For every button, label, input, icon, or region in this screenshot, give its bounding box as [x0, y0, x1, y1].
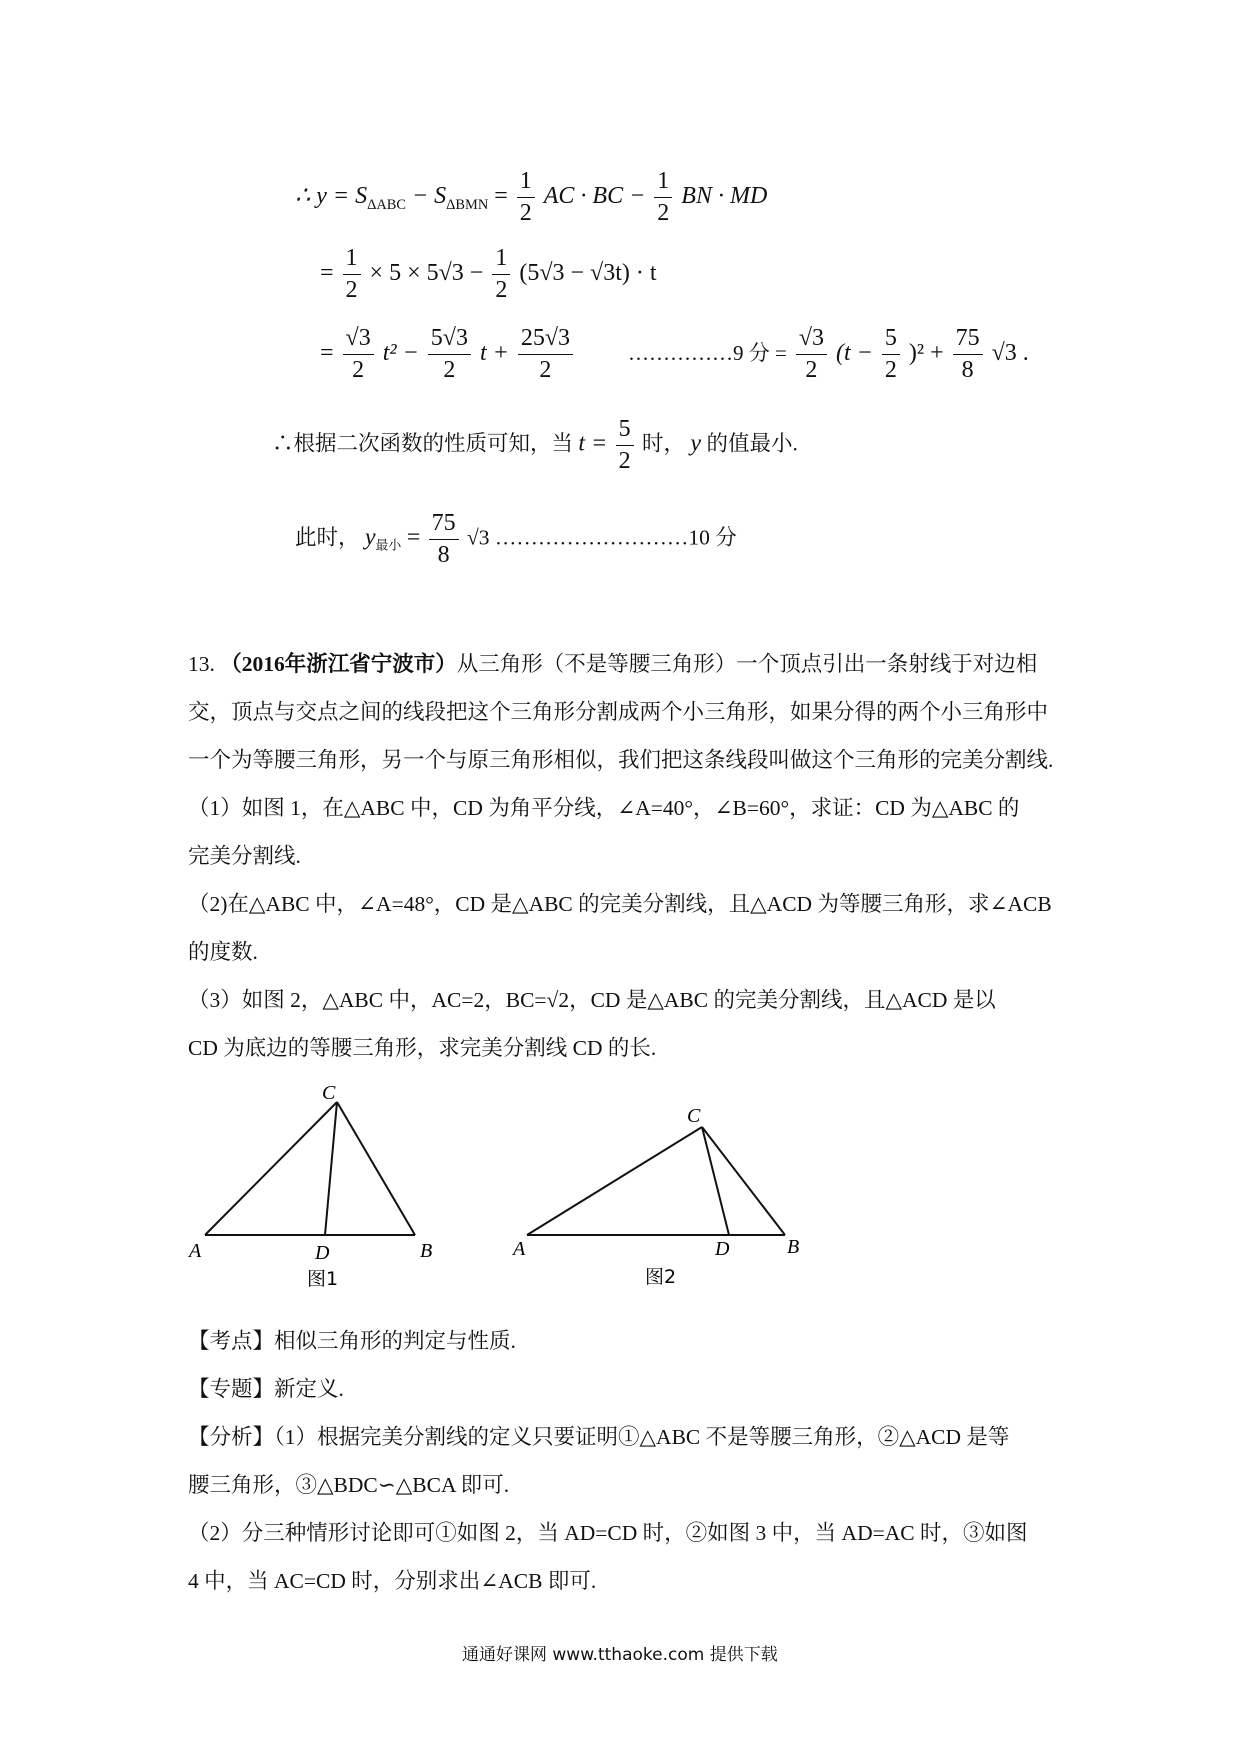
fig1-side-ac: [205, 1102, 337, 1235]
subscript-bmn: ΔBMN: [446, 196, 489, 213]
term-bn-md: BN · MD: [681, 183, 768, 210]
therefore-y: ∴ y = S: [295, 183, 368, 210]
problem-line-8: （3）如图 2，△ABC 中，AC=2，BC=√2，CD 是△ABC 的完美分割线，且△ACD 是以: [188, 988, 996, 1012]
t-squared: t² −: [382, 340, 419, 367]
t-minus: (t −: [836, 340, 873, 367]
fig1-label-d: D: [315, 1242, 330, 1264]
page-footer: 通通好课网 www.tthaoke.com 提供下载: [462, 1645, 778, 1665]
problem-line-6: （2)在△ABC 中，∠A=48°，CD 是△ABC 的完美分割线，且△ACD 为等腰三角形，求∠ACB: [188, 892, 1052, 916]
problem-number: 13.: [188, 652, 215, 676]
fig1-label-c: C: [322, 1085, 336, 1104]
fig2-label-d: D: [715, 1238, 730, 1260]
conclusion-end: 的值最小.: [706, 431, 798, 456]
problem-line-2: 交，顶点与交点之间的线段把这个三角形分割成两个小三角形，如果分得的两个小三角形中: [188, 700, 1049, 724]
fenxi-line-2: 腰三角形，③△BDC∽△BCA 即可.: [188, 1473, 510, 1497]
equals: =: [320, 340, 334, 367]
figure-2: [505, 1090, 815, 1290]
fig1-side-bc: [337, 1102, 415, 1235]
fraction-25root3-over-2: $\frac{25√3}{2}$: [518, 325, 573, 384]
fig2-label-a: A: [513, 1238, 526, 1260]
fenxi-line-4: 4 中，当 AC=CD 时，分别求出∠ACB 即可.: [188, 1569, 597, 1593]
conclusion-text: ∴根据二次函数的性质可知，当: [272, 431, 574, 456]
problem-line-5: 完美分割线.: [188, 844, 301, 868]
root3-end: √3 .: [991, 340, 1029, 367]
t-equals: t =: [578, 430, 608, 457]
analysis-section: [188, 1317, 1027, 1605]
equals: =: [320, 260, 334, 287]
problem-line-9: CD 为底边的等腰三角形，求完美分割线 CD 的长.: [188, 1036, 657, 1060]
fig1-label-b: B: [420, 1240, 433, 1262]
fraction-75-over-8: $\frac{75}{8}$: [429, 510, 459, 569]
fig1-label-a: A: [189, 1240, 202, 1262]
score-9: ……………9 分 =: [628, 341, 787, 366]
figure-1: [185, 1085, 445, 1295]
y-variable: y: [690, 430, 702, 457]
fenxi-line-3: （2）分三种情形讨论即可①如图 2，当 AD=CD 时，②如图 3 中，当 AD=AC 时，③如图: [188, 1521, 1028, 1545]
conclusion-when: 时，: [642, 431, 686, 456]
fig1-caption: 图1: [307, 1268, 339, 1290]
fraction-5root3-over-2: $\frac{5√3}{2}$: [428, 325, 471, 384]
bracket-term: (5√3 − √3t) · t: [519, 260, 657, 287]
fig2-label-c: C: [687, 1105, 701, 1127]
kaodian: 【考点】相似三角形的判定与性质.: [188, 1329, 516, 1353]
conclusion-line: [272, 416, 798, 475]
squared-plus: )² +: [908, 340, 944, 367]
t-plus: t +: [479, 340, 509, 367]
term-ac-bc: AC · BC −: [543, 183, 646, 210]
equals: =: [406, 524, 421, 551]
problem-source: （2016年浙江省宁波市）: [220, 652, 457, 676]
score-10: √3 ………………………10 分: [467, 525, 737, 550]
problem-line-1: [188, 640, 1053, 688]
problem-13: [188, 640, 1053, 1072]
fig1-segment-cd: [325, 1102, 337, 1235]
derivation-line-2: [320, 245, 657, 304]
minus-s: − S: [411, 183, 447, 210]
subscript-min: 最小: [375, 538, 402, 554]
fraction-root3-over-2-b: $\frac{√3}{2}$: [796, 325, 827, 384]
fraction-root3-over-2: $\frac{√3}{2}$: [343, 325, 374, 384]
fenxi-line-1: 【分析】（1）根据完美分割线的定义只要证明①△ABC 不是等腰三角形，②△ACD 是等: [188, 1425, 1010, 1449]
subscript-abc: ΔABC: [367, 196, 406, 213]
min-prefix: 此时，: [295, 525, 360, 550]
fraction-5-over-2: $\frac{5}{2}$: [616, 416, 634, 475]
product-term: × 5 × 5√3 −: [369, 260, 484, 287]
derivation-line-3: [320, 325, 1029, 384]
fraction-5-over-2: $\frac{5}{2}$: [882, 325, 900, 384]
fig2-side-bc: [702, 1127, 785, 1235]
min-value-line: [295, 510, 737, 569]
fraction-half: $\frac{1}{2}$: [343, 245, 361, 304]
derivation-line-1: [295, 168, 767, 227]
problem-line-3: 一个为等腰三角形，另一个与原三角形相似，我们把这条线段叫做这个三角形的完美分割线.: [188, 748, 1054, 772]
fig2-label-b: B: [787, 1236, 800, 1258]
fig2-caption: 图2: [645, 1266, 677, 1288]
fraction-half-2: $\frac{1}{2}$: [654, 168, 672, 227]
problem-text: 从三角形（不是等腰三角形）一个顶点引出一条射线于对边相: [456, 652, 1038, 676]
y-variable: y: [364, 524, 376, 551]
problem-line-4: （1）如图 1，在△ABC 中，CD 为角平分线，∠A=40°，∠B=60°，求证：CD 为△ABC 的: [188, 796, 1020, 820]
fraction-half: $\frac{1}{2}$: [517, 168, 535, 227]
equals: =: [494, 183, 508, 210]
fraction-half-2: $\frac{1}{2}$: [492, 245, 510, 304]
fig2-side-ac: [527, 1127, 702, 1235]
fraction-75-over-8: $\frac{75}{8}$: [953, 325, 983, 384]
zhuanti: 【专题】新定义.: [188, 1377, 344, 1401]
problem-line-7: 的度数.: [188, 940, 258, 964]
